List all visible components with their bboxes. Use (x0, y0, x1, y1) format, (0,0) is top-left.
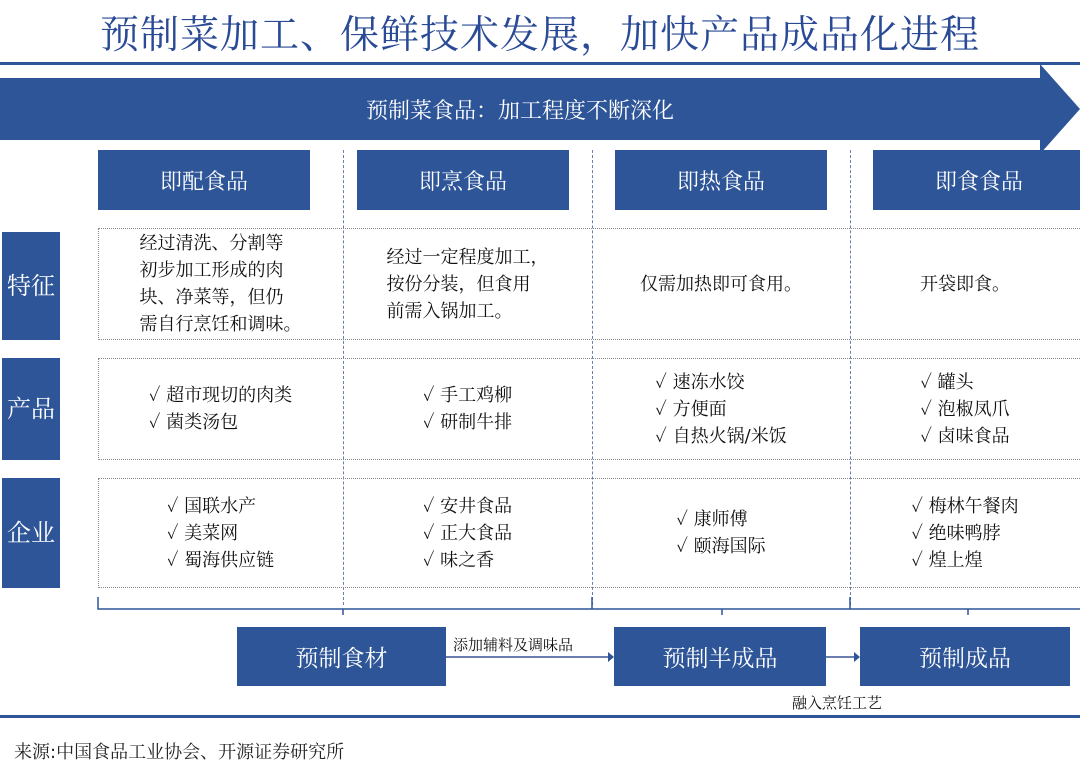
feature-text-line: 前需入锅加工。 (386, 300, 513, 322)
feature-text-line: 块、净菜等，但仍 (139, 287, 284, 308)
list-item: ✓ 美菜网 (167, 520, 274, 547)
list-item: ✓ 煌上煌 (911, 547, 1018, 574)
features-cell (98, 228, 343, 340)
list-item: ✓ 手工鸡柳 (423, 382, 512, 409)
list-item: ✓ 泡椒凤爪 (920, 396, 1009, 423)
products-cell (850, 358, 1080, 460)
bottom-divider (0, 715, 1080, 718)
stage-box: 预制食材 (237, 627, 446, 686)
feature-text-line: 经过一定程度加工， (386, 246, 549, 268)
feature-text-line: 经过清洗、分割等 (139, 233, 284, 254)
list-item: ✓ 研制牛排 (423, 409, 512, 436)
cell-content (655, 369, 786, 450)
cell-content (167, 493, 274, 574)
cell-content (423, 493, 512, 574)
cell-content (140, 230, 302, 338)
cell-content (920, 369, 1009, 450)
list-item: ✓ 梅林午餐肉 (911, 493, 1018, 520)
companies-cell (343, 478, 592, 588)
column-header: 即食食品 (873, 150, 1080, 210)
list-item: ✓ 正大食品 (423, 520, 512, 547)
list-item: ✓ 卤味食品 (920, 423, 1009, 450)
list-item: ✓ 罐头 (920, 369, 1009, 396)
cell-content (911, 493, 1018, 574)
column-header: 即热食品 (615, 150, 827, 210)
process-arrow-band: 预制菜食品：加工程度不断深化 (0, 78, 1040, 140)
grouping-brace (0, 595, 1080, 615)
list-item: ✓ 颐海国际 (676, 533, 765, 560)
companies-cell (98, 478, 343, 588)
list-item: ✓ 康师傅 (676, 506, 765, 533)
cell-content (676, 506, 765, 560)
features-cell (592, 228, 850, 340)
companies-cell (592, 478, 850, 588)
feature-text-line: 按份分装，但食用 (386, 273, 531, 295)
list-item: ✓ 蜀海供应链 (167, 547, 274, 574)
page-title: 预制菜加工、保鲜技术发展，加快产品成品化进程 (99, 13, 980, 58)
companies-cell (850, 478, 1080, 588)
products-cell (98, 358, 343, 460)
feature-text-line: 仅需加热即可食用。 (640, 273, 802, 295)
features-cell (850, 228, 1080, 340)
list-item: ✓ 超市现切的肉类 (149, 382, 292, 409)
list-item: ✓ 方便面 (655, 396, 786, 423)
cell-content (149, 382, 292, 436)
row-label-features: 特征 (2, 232, 60, 340)
title-divider (0, 62, 1080, 65)
list-item: ✓ 安井食品 (423, 493, 512, 520)
cell-content (920, 271, 1010, 298)
cell-content (423, 382, 512, 436)
column-header: 即配食品 (98, 150, 310, 210)
feature-text-line: 开袋即食。 (920, 273, 1010, 295)
list-item: ✓ 自热火锅/米饭 (655, 423, 786, 450)
cell-content (640, 271, 802, 298)
source-note: 来源:中国食品工业协会、开源证券研究所 (14, 742, 345, 763)
stage-box: 预制成品 (860, 627, 1070, 686)
products-cell (343, 358, 592, 460)
arrowhead-icon (1040, 64, 1080, 154)
list-item: ✓ 菌类汤包 (149, 409, 292, 436)
list-item: ✓ 绝味鸭脖 (911, 520, 1018, 547)
row-label-products: 产品 (2, 358, 60, 460)
list-item: ✓ 味之香 (423, 547, 512, 574)
list-item: ✓ 速冻水饺 (655, 369, 786, 396)
arrow-note: 融入烹饪工艺 (792, 694, 883, 712)
cell-content (387, 244, 549, 325)
arrow-note: 添加辅料及调味品 (453, 636, 574, 654)
products-cell (592, 358, 850, 460)
stage-box: 预制半成品 (614, 627, 826, 686)
feature-text-line: 需自行烹饪和调味。 (139, 314, 302, 335)
row-label-companies: 企业 (2, 478, 60, 588)
column-header: 即烹食品 (357, 150, 569, 210)
list-item: ✓ 国联水产 (167, 493, 274, 520)
features-cell (343, 228, 592, 340)
feature-text-line: 初步加工形成的肉 (139, 260, 284, 281)
